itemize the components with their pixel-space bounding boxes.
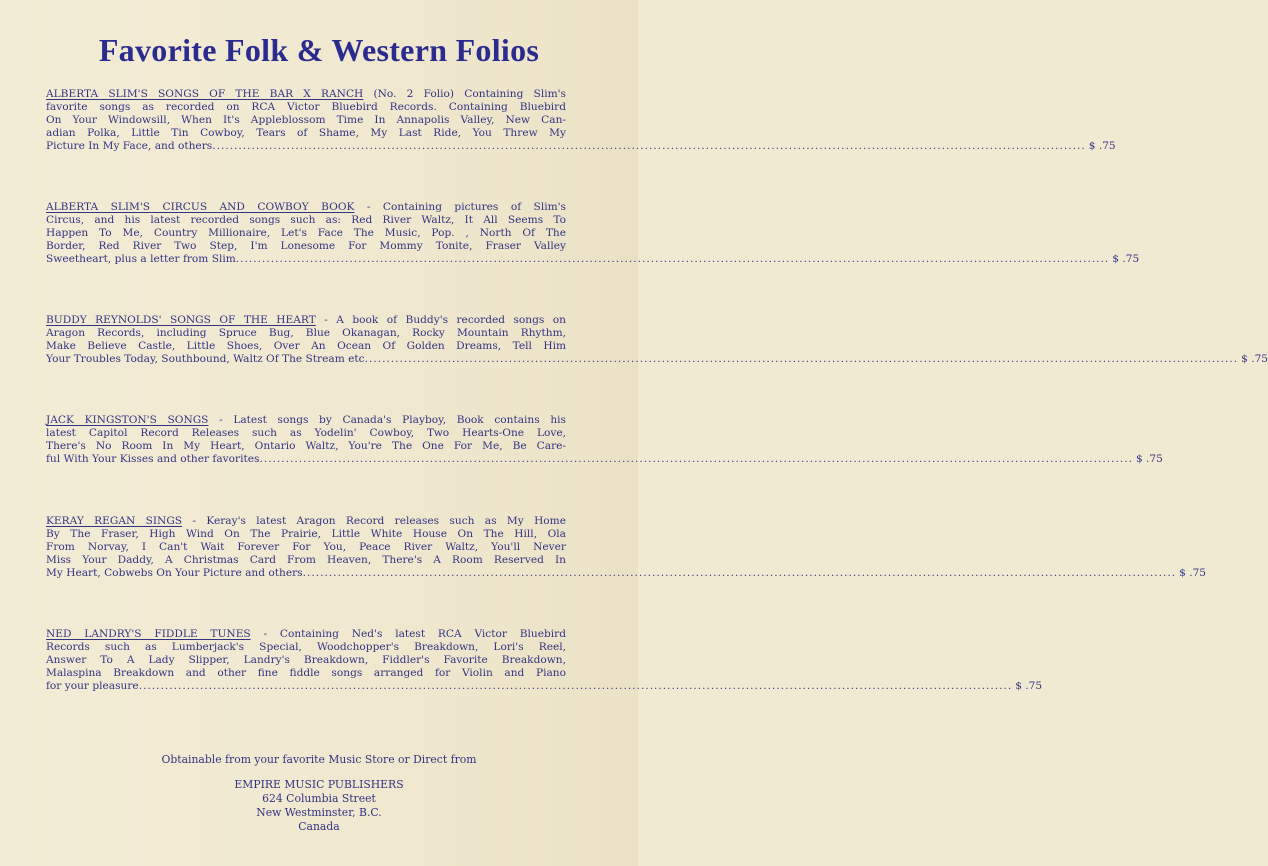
entry-first-line: NED LANDRY'S FIDDLE TUNES - Containing Ned's latest RCA Victor Bluebird — [46, 628, 566, 640]
price: $ .75 — [1135, 452, 1163, 465]
page-title: Favorite Folk & Western Folios — [98, 32, 540, 68]
entry-line: Records such as Lumberjack's Special, Woodchopper's Breakdown, Lori's Reel, — [46, 640, 566, 653]
entry-line: Happen To Me, Country Millionaire, Let's Face The Music, Pop. , North Of The — [46, 226, 566, 239]
folio-entry — [46, 201, 1140, 266]
entry-line: Aragon Records, including Spruce Bug, Blue Okanagan, Rocky Mountain Rhythm, — [46, 326, 566, 339]
entry-line: Make Believe Castle, Little Shoes, Over An Ocean Of Golden Dreams, Tell Him — [46, 339, 566, 352]
dot-leader: ........................................................................................................................................................................................................ — [138, 679, 1013, 692]
publisher-address — [0, 778, 638, 834]
dot-leader: ........................................................................................................................................................................................................ — [212, 139, 1086, 152]
entry-line: From Norvay, I Can't Wait Forever For You, Peace River Waltz, You'll Never — [46, 540, 566, 553]
price: $ .75 — [1088, 139, 1116, 152]
entry-line: By The Fraser, High Wind On The Prairie, Little White House On The Hill, Ola — [46, 527, 566, 540]
price: $ .75 — [1241, 352, 1268, 365]
entry-line: latest Capitol Record Releases such as Yodelin' Cowboy, Two Hearts-One Love, — [46, 426, 566, 439]
entry-heading: ALBERTA SLIM'S CIRCUS AND COWBOY BOOK — [46, 201, 355, 213]
entry-line: Border, Red River Two Step, I'm Lonesome For Mommy Tonite, Fraser Valley — [46, 239, 566, 252]
entry-first-line: JACK KINGSTON'S SONGS - Latest songs by Canada's Playboy, Book contains his — [46, 414, 566, 426]
entry-heading: JACK KINGSTON'S SONGS — [46, 414, 209, 426]
entry-last-line: Your Troubles Today, Southbound, Waltz Of The Stream etc ........................................................................................................................................................................................................ $ .75 — [46, 352, 1268, 365]
entry-heading: NED LANDRY'S FIDDLE TUNES — [46, 628, 251, 640]
entry-line: Answer To A Lady Slipper, Landry's Breakdown, Fiddler's Favorite Breakdown, — [46, 653, 566, 666]
folio-entry — [46, 414, 1163, 466]
entry-heading: ALBERTA SLIM'S SONGS OF THE BAR X RANCH — [46, 88, 364, 100]
entry-line: Malaspina Breakdown and other fine fiddle songs arranged for Violin and Piano — [46, 666, 566, 679]
entry-first-line: KERAY REGAN SINGS - Keray's latest Aragon Record releases such as My Home — [46, 515, 567, 527]
entry-first-line: ALBERTA SLIM'S SONGS OF THE BAR X RANCH (No. 2 Folio) Containing Slim's — [46, 88, 566, 100]
entry-line: Circus, and his latest recorded songs such as: Red River Waltz, It All Seems To — [46, 213, 566, 226]
publisher-street: 624 Columbia Street — [262, 792, 376, 805]
entry-line: adian Polka, Little Tin Cowboy, Tears of Shame, My Last Ride, You Threw My — [46, 126, 566, 139]
price: $ .75 — [1112, 252, 1140, 265]
entry-line: favorite songs as recorded on RCA Victor Bluebird Records. Containing Bluebird — [46, 100, 566, 113]
publisher-name: EMPIRE MUSIC PUBLISHERS — [234, 778, 404, 791]
entry-line: On Your Windowsill, When It's Appleblossom Time In Annapolis Valley, New Can- — [46, 113, 566, 126]
publisher-city: New Westminster, B.C. — [256, 806, 382, 819]
entry-heading: BUDDY REYNOLDS' SONGS OF THE HEART — [46, 314, 316, 326]
entry-first-line: BUDDY REYNOLDS' SONGS OF THE HEART - A book of Buddy's recorded songs on — [46, 314, 566, 326]
publisher-country: Canada — [298, 820, 340, 833]
dot-leader: ........................................................................................................................................................................................................ — [364, 352, 1239, 365]
entry-line: There's No Room In My Heart, Ontario Waltz, You're The One For Me, Be Care- — [46, 439, 566, 452]
price: $ .75 — [1179, 566, 1207, 579]
price: $ .75 — [1015, 679, 1043, 692]
obtainable-note: Obtainable from your favorite Music Store or Direct from — [161, 753, 477, 766]
entry-last-line: Picture In My Face, and others ........................................................................................................................................................................................................ $ .75 — [46, 139, 1116, 152]
folio-entry — [46, 88, 1116, 153]
entry-last-line: for your pleasure ........................................................................................................................................................................................................ $ .75 — [46, 679, 1043, 692]
entry-last-line: ful With Your Kisses and other favorites ........................................................................................................................................................................................................ $ .75 — [46, 452, 1163, 465]
entry-last-line: Sweetheart, plus a letter from Slim ........................................................................................................................................................................................................ $ .75 — [46, 252, 1140, 265]
dot-leader: ........................................................................................................................................................................................................ — [235, 252, 1110, 265]
folio-entry — [46, 314, 1268, 366]
dot-leader: ........................................................................................................................................................................................................ — [302, 566, 1177, 579]
entry-first-line: ALBERTA SLIM'S CIRCUS AND COWBOY BOOK - Containing pictures of Slim's — [46, 201, 566, 213]
entry-line: Miss Your Daddy, A Christmas Card From Heaven, There's A Room Reserved In — [46, 553, 566, 566]
folio-entry — [46, 628, 1043, 693]
folio-entry — [46, 515, 1207, 580]
dot-leader: ........................................................................................................................................................................................................ — [259, 452, 1133, 465]
entry-heading: KERAY REGAN SINGS — [46, 515, 183, 527]
entry-last-line: My Heart, Cobwebs On Your Picture and others ........................................................................................................................................................................................................ $ .75 — [46, 566, 1207, 579]
